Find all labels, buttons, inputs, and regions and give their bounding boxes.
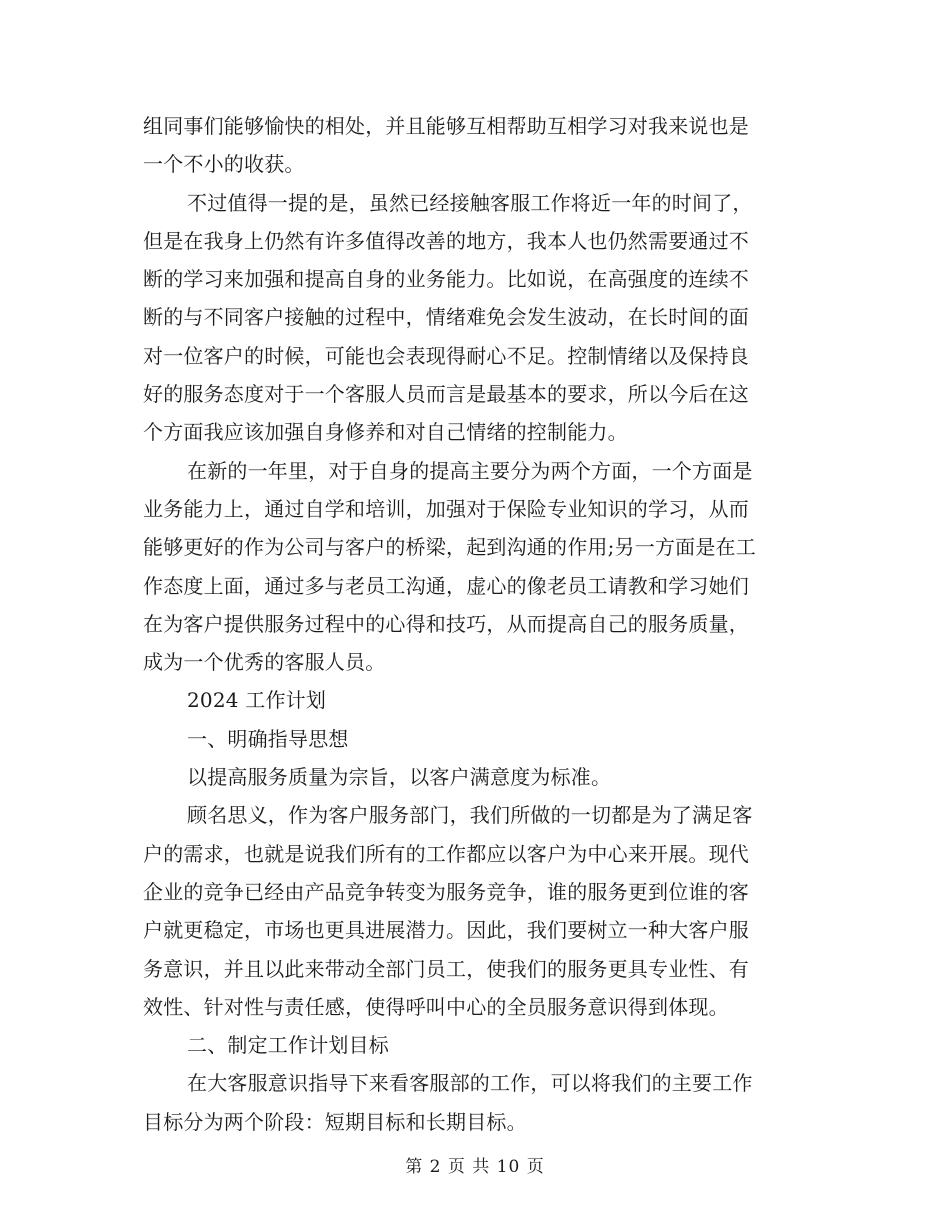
section-heading: 一、明确指导思想 [187,726,349,751]
text-line: 但是在我身上仍然有许多值得改善的地方，我本人也仍然需要通过不 [143,228,749,253]
text-line: 在为客户提供服务过程中的心得和技巧，从而提高自己的服务质量， [143,611,749,636]
text-line: 以提高服务质量为宗旨，以客户满意度为标准。 [187,765,612,790]
text-line: 一个不小的收获。 [143,152,305,177]
text-line: 务意识，并且以此来带动全部门员工，使我们的服务更具专业性、有 [143,956,749,981]
text-line: 对一位客户的时候，可能也会表现得耐心不足。控制情绪以及保持良 [143,343,749,368]
page-number: 第 2 页 共 10 页 [405,1157,545,1177]
text-line: 作态度上面，通过多与老员工沟通，虚心的像老员工请教和学习她们 [143,573,749,598]
document-body [143,107,808,1141]
text-line: 户就更稳定，市场也更具进展潜力。因此，我们要树立一种大客户服 [143,918,749,943]
text-line: 组同事们能够愉快的相处，并且能够互相帮助互相学习对我来说也是 [143,114,749,138]
text-line: 顾名思义，作为客户服务部门，我们所做的一切都是为了满足客 [187,803,753,828]
text-line: 不过值得一提的是，虽然已经接触客服工作将近一年的时间了， [187,190,753,215]
text-line: 企业的竞争已经由产品竞争转变为服务竞争，谁的服务更到位谁的客 [143,879,749,904]
text-line: 成为一个优秀的客服人员。 [143,650,386,675]
text-line: 个方面我应该加强自身修养和对自己情绪的控制能力。 [143,420,628,445]
section-heading: 二、制定工作计划目标 [187,1033,389,1058]
section-heading: 2024 工作计划 [187,688,327,713]
text-line: 效性、针对性与责任感，使得呼叫中心的全员服务意识得到体现。 [143,994,729,1019]
text-line: 在大客服意识指导下来看客服部的工作，可以将我们的主要工作 [187,1071,753,1096]
page-footer [0,1152,950,1177]
text-line: 断的学习来加强和提高自身的业务能力。比如说，在高强度的连续不 [143,267,749,292]
text-line: 好的服务态度对于一个客服人员而言是最基本的要求，所以今后在这 [143,382,749,407]
text-line: 断的与不同客户接触的过程中，情绪难免会发生波动，在长时间的面 [143,305,749,330]
text-line: 能够更好的作为公司与客户的桥梁，起到沟通的作用;另一方面是在工 [143,535,756,560]
text-line: 业务能力上，通过自学和培训，加强对于保险专业知识的学习，从而 [143,496,749,521]
text-line: 在新的一年里，对于自身的提高主要分为两个方面，一个方面是 [187,458,753,483]
text-line: 户的需求，也就是说我们所有的工作都应以客户为中心来开展。现代 [143,841,749,866]
text-line: 目标分为两个阶段：短期目标和长期目标。 [143,1109,527,1134]
